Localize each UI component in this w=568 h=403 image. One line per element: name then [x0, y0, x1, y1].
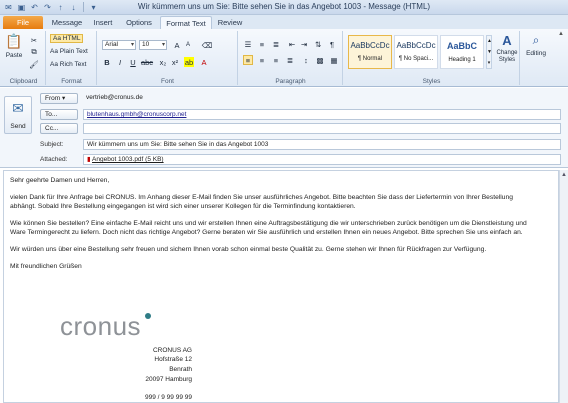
- customize-toolbar-icon[interactable]: ▾: [91, 3, 96, 12]
- tab-review[interactable]: Review: [217, 18, 243, 27]
- signature-city: Benrath: [169, 366, 192, 373]
- format-group-label: Format: [61, 78, 82, 85]
- down-arrow-icon[interactable]: ↓: [71, 3, 76, 12]
- signature-company: CRONUS AG: [152, 347, 192, 354]
- underline-icon[interactable]: U: [130, 57, 136, 67]
- font-size-select[interactable]: 10 ▾: [139, 40, 167, 50]
- font-family-select[interactable]: Arial ▾: [102, 40, 136, 50]
- format-group: [47, 31, 97, 85]
- subject-label: Subject:: [40, 141, 64, 148]
- font-color-icon[interactable]: A: [201, 57, 207, 67]
- binoculars-icon: ⌕: [532, 33, 540, 47]
- logo-accent-dot: [145, 313, 151, 319]
- align-left-icon[interactable]: ≡: [243, 55, 253, 65]
- body-text: [10, 176, 540, 279]
- clipboard-group-label: Clipboard: [9, 78, 38, 85]
- to-button[interactable]: To...: [40, 109, 78, 120]
- strikethrough-icon[interactable]: abc: [140, 57, 154, 67]
- scroll-thumb[interactable]: [560, 190, 568, 204]
- save-icon[interactable]: ▣: [17, 3, 26, 12]
- style-heading-1[interactable]: AaBbC Heading 1: [440, 35, 484, 69]
- redo-icon[interactable]: ↷: [44, 3, 51, 12]
- cc-button[interactable]: Cc...: [40, 123, 78, 134]
- attachment-link[interactable]: Angebot 1003.pdf (5 KB): [92, 156, 164, 163]
- tab-file[interactable]: File: [3, 16, 43, 29]
- up-arrow-icon[interactable]: ↑: [58, 3, 63, 12]
- undo-icon[interactable]: ↶: [31, 3, 38, 12]
- attachment-field[interactable]: [83, 154, 561, 165]
- increase-indent-icon[interactable]: ⇥: [300, 39, 308, 49]
- send-button[interactable]: ✉ Send: [4, 96, 32, 134]
- ribbon-tabs: [0, 15, 568, 29]
- copy-icon[interactable]: ⧉: [31, 47, 37, 56]
- decrease-indent-icon[interactable]: ⇤: [288, 39, 296, 49]
- bullets-icon[interactable]: ☰: [244, 39, 252, 49]
- attached-label: Attached:: [40, 156, 68, 163]
- closing: Mit freundlichen Grüßen: [10, 263, 82, 270]
- signature-street: Hofstraße 12: [154, 356, 192, 363]
- plain-text-button[interactable]: Aa Plain Text: [50, 48, 88, 55]
- paragraph-3: Wir würden uns über eine Bestellung sehr freuen und sichern Ihnen vorab schon einmal beste Qualität zu. Gerne stehen wir Ihnen für Rückfragen zur Verfügung.: [10, 246, 487, 253]
- borders-icon[interactable]: ▦: [330, 55, 338, 65]
- outlook-icon[interactable]: ✉: [5, 3, 12, 12]
- tab-insert[interactable]: Insert: [93, 18, 113, 27]
- line-spacing-icon[interactable]: ↕: [304, 55, 308, 65]
- subscript-icon[interactable]: x₂: [159, 57, 167, 67]
- paragraph-2: Wie können Sie bestellen? Eine einfache E-Mail reicht uns und wir erstellen Ihnen eine Auftragsbestätigung die wir unterschrieben zurück benötigen um die Dienstleistung und Ware Termingerecht zu liefern. Doch nicht das richtige Angebot? Gerne beraten wir Sie ausführlich und erstellen Ihnen ein neues Angebot. Bitte sprechen Sie uns einfach an.: [10, 220, 527, 236]
- editing-button[interactable]: ⌕ Editing: [526, 33, 546, 57]
- message-header: [0, 88, 568, 168]
- paragraph-group-label: Paragraph: [275, 78, 306, 85]
- title-bar: [0, 0, 568, 15]
- to-field[interactable]: [83, 109, 561, 120]
- company-logo: cronus: [60, 311, 142, 341]
- clear-format-icon[interactable]: ⌫: [201, 40, 213, 50]
- tab-options[interactable]: Options: [126, 18, 152, 27]
- show-formatting-icon[interactable]: ¶: [329, 39, 335, 49]
- ribbon: [0, 29, 568, 87]
- paragraph-group: [239, 31, 343, 85]
- chevron-down-icon: ▾: [61, 95, 66, 102]
- font-group: [98, 31, 238, 85]
- rich-text-button[interactable]: Aa Rich Text: [50, 61, 87, 68]
- sort-icon[interactable]: ⇅: [314, 39, 322, 49]
- multilevel-list-icon[interactable]: ≣: [272, 39, 280, 49]
- to-recipient[interactable]: blutenhaus.gmbh@cronuscorp.net: [87, 111, 187, 118]
- font-group-label: Font: [160, 78, 174, 85]
- signature-phone: 999 / 9 99 99 99: [145, 394, 192, 401]
- subject-field[interactable]: Wir kümmern uns um Sie: Bitte sehen Sie in das Angebot 1003: [83, 139, 561, 150]
- tab-message[interactable]: Message: [51, 18, 83, 27]
- clipboard-icon: 📋: [5, 33, 23, 49]
- format-painter-icon[interactable]: 🖌: [29, 59, 39, 69]
- styles-group: [344, 31, 520, 85]
- bold-icon[interactable]: B: [104, 57, 110, 67]
- ribbon-minimize-icon[interactable]: ▲: [558, 31, 564, 37]
- align-center-icon[interactable]: ≡: [259, 55, 265, 65]
- cc-field[interactable]: [83, 123, 561, 134]
- align-right-icon[interactable]: ≡: [273, 55, 279, 65]
- greeting: Sehr geehrte Damen und Herren,: [10, 177, 110, 184]
- body-scrollbar[interactable]: [559, 170, 568, 403]
- numbering-icon[interactable]: ≡: [259, 39, 265, 49]
- style-no-spacing[interactable]: AaBbCcDc ¶ No Spaci...: [394, 35, 438, 69]
- shading-icon[interactable]: ▩: [316, 55, 324, 65]
- grow-font-icon[interactable]: A: [174, 40, 180, 50]
- italic-icon[interactable]: I: [118, 57, 122, 67]
- signature-postal: 20097 Hamburg: [145, 376, 192, 383]
- message-body[interactable]: [3, 170, 559, 403]
- shrink-font-icon[interactable]: A: [185, 42, 190, 48]
- scroll-up-icon[interactable]: ▲: [561, 172, 567, 178]
- cut-icon[interactable]: ✂: [30, 35, 38, 45]
- html-format-button[interactable]: Aa HTML: [50, 34, 83, 43]
- styles-scroll[interactable]: ▲ ▼ ▾: [486, 35, 492, 69]
- editing-group: [521, 31, 551, 85]
- send-envelope-icon: ✉: [12, 100, 24, 116]
- change-styles-button[interactable]: A Change Styles: [496, 33, 518, 63]
- window-title: Wir kümmern uns um Sie: Bitte sehen Sie in das Angebot 1003 - Message (HTML): [137, 2, 431, 11]
- change-styles-icon: A: [502, 33, 512, 48]
- highlight-icon[interactable]: ab: [184, 57, 194, 67]
- style-normal[interactable]: AaBbCcDc ¶ Normal: [348, 35, 392, 69]
- from-value: vertrieb@cronus.de: [86, 94, 143, 101]
- from-button[interactable]: From ▾: [40, 93, 78, 104]
- superscript-icon[interactable]: x²: [171, 57, 179, 67]
- pdf-icon: ▮: [87, 156, 91, 163]
- tab-format-text[interactable]: Format Text: [160, 16, 212, 29]
- clipboard-group: [2, 31, 46, 85]
- paste-button[interactable]: 📋 Paste: [5, 33, 23, 59]
- paragraph-1: vielen Dank für Ihre Anfrage bei CRONUS. Im Anhang dieser E-Mail finden Sie unser ausführliches Angebot. Bitte beachten Sie dass der Liefertermin von Ihrer Bestellung abhängt. Sobald Ihre Bestellung eingegangen ist wird sich einer unserer Kollegen für die Terminfindung kontaktieren.: [10, 194, 513, 210]
- styles-group-label: Styles: [422, 78, 441, 85]
- justify-icon[interactable]: ≣: [286, 55, 294, 65]
